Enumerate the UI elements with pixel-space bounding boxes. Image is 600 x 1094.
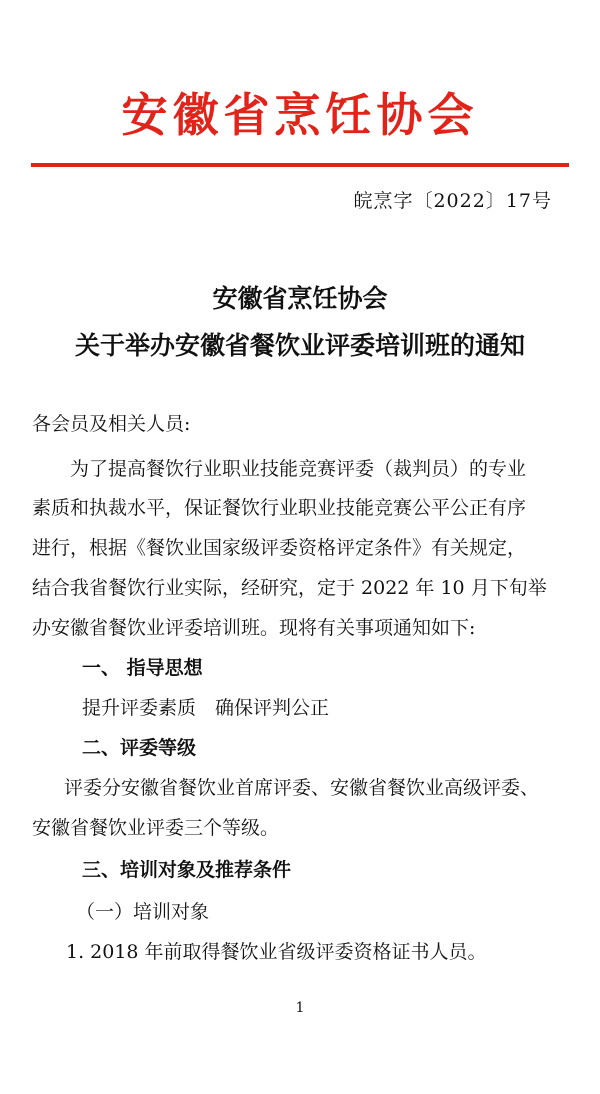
section-3-heading: 三、培训对象及推荐条件 [82,859,292,881]
notice-title-line-2: 关于举办安徽省餐饮业评委培训班的通知 [74,331,525,360]
red-header-rule [31,163,569,167]
intro-line-5: 办安徽省餐饮业评委培训班。现将有关事项通知如下: [32,617,476,639]
salutation: 各会员及相关人员: [32,413,191,435]
section-1-text: 提升评委素质 确保评判公正 [82,697,330,719]
intro-line-2: 素质和执裁水平，保证餐饮行业职业技能竞赛公平公正有序 [32,497,527,519]
notice-title-line-1: 安徽省烹饪协会 [212,284,388,313]
document-number: 皖烹字〔2022〕17号 [353,190,552,212]
section-1-heading: 一、 指导思想 [82,657,203,679]
list-item-1: 1. 2018 年前取得餐饮业省级评委资格证书人员。 [66,941,487,963]
section-2-line-2: 安徽省餐饮业评委三个等级。 [32,817,280,839]
section-2-line-1: 评委分安徽省餐饮业首席评委、安徽省餐饮业高级评委、 [64,777,540,799]
intro-line-4: 结合我省餐饮行业实际，经研究，定于 2022 年 10 月下旬举 [32,577,547,599]
page-number: 1 [295,1000,305,1016]
intro-line-1: 为了提高餐饮行业职业技能竞赛评委（裁判员）的专业 [70,458,527,480]
subsection-heading: （一）培训对象 [76,901,210,923]
issuer-header-title: 安徽省烹饪协会 [121,88,479,142]
section-2-heading: 二、评委等级 [82,737,197,759]
intro-line-3: 进行，根据《餐饮业国家级评委资格评定条件》有关规定， [32,537,527,559]
